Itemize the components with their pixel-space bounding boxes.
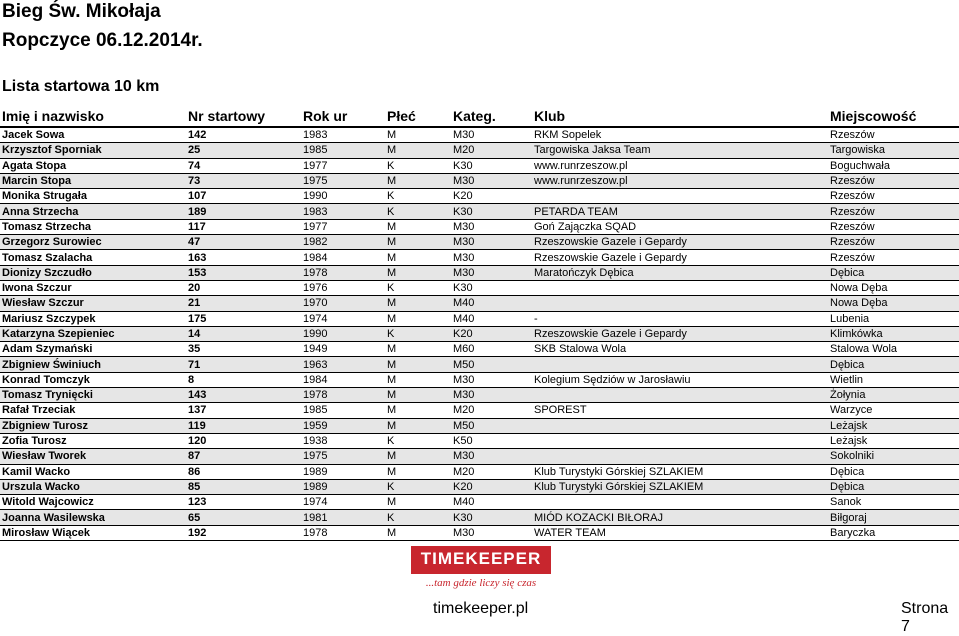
cell-bib: 14 — [186, 326, 301, 341]
cell-gender: M — [385, 128, 451, 143]
cell-city: Wietlin — [828, 372, 959, 387]
cell-name: Katarzyna Szepieniec — [0, 326, 186, 341]
cell-category: M50 — [451, 357, 532, 372]
cell-birth-year: 1983 — [301, 204, 385, 219]
cell-birth-year: 1985 — [301, 403, 385, 418]
cell-gender: M — [385, 143, 451, 158]
cell-birth-year: 1970 — [301, 296, 385, 311]
cell-city: Rzeszów — [828, 250, 959, 265]
cell-name: Tomasz Szalacha — [0, 250, 186, 265]
table-row — [0, 265, 959, 280]
cell-birth-year: 1978 — [301, 525, 385, 540]
cell-category: K30 — [451, 510, 532, 525]
cell-category: M30 — [451, 235, 532, 250]
cell-birth-year: 1978 — [301, 388, 385, 403]
cell-city: Nowa Dęba — [828, 296, 959, 311]
cell-city: Rzeszów — [828, 204, 959, 219]
cell-bib: 120 — [186, 433, 301, 448]
cell-name: Monika Strugała — [0, 189, 186, 204]
cell-birth-year: 1982 — [301, 235, 385, 250]
cell-bib: 87 — [186, 449, 301, 464]
cell-club: Klub Turystyki Górskiej SZLAKIEM — [532, 464, 828, 479]
cell-birth-year: 1990 — [301, 189, 385, 204]
table-row — [0, 235, 959, 250]
cell-gender: M — [385, 250, 451, 265]
cell-gender: M — [385, 296, 451, 311]
table-row — [0, 479, 959, 494]
cell-club — [532, 280, 828, 295]
cell-birth-year: 1949 — [301, 342, 385, 357]
cell-gender: M — [385, 173, 451, 188]
cell-gender: K — [385, 189, 451, 204]
cell-club: SKB Stalowa Wola — [532, 342, 828, 357]
cell-name: Agata Stopa — [0, 158, 186, 173]
cell-bib: 189 — [186, 204, 301, 219]
cell-birth-year: 1984 — [301, 372, 385, 387]
cell-bib: 153 — [186, 265, 301, 280]
cell-category: M40 — [451, 495, 532, 510]
cell-city: Rzeszów — [828, 219, 959, 234]
cell-bib: 65 — [186, 510, 301, 525]
cell-birth-year: 1985 — [301, 143, 385, 158]
cell-club: Targowiska Jaksa Team — [532, 143, 828, 158]
cell-category: M20 — [451, 464, 532, 479]
cell-name: Rafał Trzeciak — [0, 403, 186, 418]
cell-club: Rzeszowskie Gazele i Gepardy — [532, 326, 828, 341]
table-row — [0, 326, 959, 341]
cell-category: K20 — [451, 326, 532, 341]
cell-bib: 85 — [186, 479, 301, 494]
cell-name: Zbigniew Turosz — [0, 418, 186, 433]
cell-category: M30 — [451, 372, 532, 387]
table-row — [0, 433, 959, 448]
column-header-birth-year: Rok ur — [303, 108, 348, 124]
cell-city: Dębica — [828, 265, 959, 280]
footer-site: timekeeper.pl — [433, 600, 529, 617]
cell-bib: 47 — [186, 235, 301, 250]
cell-bib: 107 — [186, 189, 301, 204]
cell-birth-year: 1976 — [301, 280, 385, 295]
cell-club: www.runrzeszow.pl — [532, 158, 828, 173]
table-row — [0, 388, 959, 403]
table-row — [0, 204, 959, 219]
table-row — [0, 158, 959, 173]
cell-bib: 163 — [186, 250, 301, 265]
cell-bib: 8 — [186, 372, 301, 387]
cell-club: MIÓD KOZACKI BIŁORAJ — [532, 510, 828, 525]
cell-category: K30 — [451, 158, 532, 173]
cell-bib: 71 — [186, 357, 301, 372]
cell-bib: 143 — [186, 388, 301, 403]
cell-birth-year: 1978 — [301, 265, 385, 280]
cell-club: SPOREST — [532, 403, 828, 418]
cell-city: Dębica — [828, 464, 959, 479]
column-header-gender: Płeć — [387, 108, 416, 124]
cell-category: K20 — [451, 189, 532, 204]
cell-bib: 74 — [186, 158, 301, 173]
cell-city: Klimkówka — [828, 326, 959, 341]
column-header-club: Klub — [534, 108, 566, 124]
cell-category: K20 — [451, 479, 532, 494]
cell-birth-year: 1974 — [301, 311, 385, 326]
cell-city: Leżajsk — [828, 433, 959, 448]
cell-name: Tomasz Trynięcki — [0, 388, 186, 403]
cell-city: Boguchwała — [828, 158, 959, 173]
column-header-name: Imię i nazwisko — [2, 108, 104, 124]
cell-city: Warzyce — [828, 403, 959, 418]
cell-name: Urszula Wacko — [0, 479, 186, 494]
cell-category: M30 — [451, 525, 532, 540]
cell-club: www.runrzeszow.pl — [532, 173, 828, 188]
cell-birth-year: 1975 — [301, 173, 385, 188]
cell-category: M20 — [451, 143, 532, 158]
cell-club — [532, 495, 828, 510]
cell-bib: 117 — [186, 219, 301, 234]
cell-city: Nowa Dęba — [828, 280, 959, 295]
column-header-category: Kateg. — [453, 108, 496, 124]
table-row — [0, 449, 959, 464]
cell-bib: 86 — [186, 464, 301, 479]
cell-birth-year: 1989 — [301, 479, 385, 494]
cell-city: Stalowa Wola — [828, 342, 959, 357]
cell-name: Krzysztof Sporniak — [0, 143, 186, 158]
table-row — [0, 495, 959, 510]
cell-category: M30 — [451, 219, 532, 234]
cell-city: Lubenia — [828, 311, 959, 326]
cell-city: Rzeszów — [828, 173, 959, 188]
table-row — [0, 510, 959, 525]
cell-category: M40 — [451, 296, 532, 311]
cell-club — [532, 189, 828, 204]
cell-category: M30 — [451, 388, 532, 403]
cell-name: Witold Wajcowicz — [0, 495, 186, 510]
cell-name: Grzegorz Surowiec — [0, 235, 186, 250]
cell-birth-year: 1963 — [301, 357, 385, 372]
cell-bib: 21 — [186, 296, 301, 311]
table-row — [0, 189, 959, 204]
cell-birth-year: 1975 — [301, 449, 385, 464]
cell-club: Maratończyk Dębica — [532, 265, 828, 280]
cell-city: Rzeszów — [828, 128, 959, 143]
cell-birth-year: 1977 — [301, 219, 385, 234]
cell-birth-year: 1974 — [301, 495, 385, 510]
cell-category: M30 — [451, 250, 532, 265]
cell-birth-year: 1984 — [301, 250, 385, 265]
cell-gender: M — [385, 525, 451, 540]
cell-name: Zbigniew Świniuch — [0, 357, 186, 372]
cell-name: Wiesław Szczur — [0, 296, 186, 311]
table-row — [0, 296, 959, 311]
cell-gender: M — [385, 311, 451, 326]
table-row — [0, 250, 959, 265]
cell-bib: 35 — [186, 342, 301, 357]
cell-club — [532, 296, 828, 311]
cell-bib: 175 — [186, 311, 301, 326]
table-header — [0, 108, 959, 128]
start-list-table — [0, 128, 959, 541]
cell-club: Klub Turystyki Górskiej SZLAKIEM — [532, 479, 828, 494]
cell-club — [532, 418, 828, 433]
cell-bib: 25 — [186, 143, 301, 158]
cell-bib: 137 — [186, 403, 301, 418]
cell-name: Zofia Turosz — [0, 433, 186, 448]
cell-birth-year: 1938 — [301, 433, 385, 448]
cell-birth-year: 1977 — [301, 158, 385, 173]
cell-category: M30 — [451, 128, 532, 143]
cell-gender: K — [385, 158, 451, 173]
cell-club: Goń Zajączka SQAD — [532, 219, 828, 234]
cell-name: Konrad Tomczyk — [0, 372, 186, 387]
table-row — [0, 311, 959, 326]
cell-city: Biłgoraj — [828, 510, 959, 525]
cell-name: Jacek Sowa — [0, 128, 186, 143]
cell-name: Anna Strzecha — [0, 204, 186, 219]
cell-city: Żołynia — [828, 388, 959, 403]
cell-gender: M — [385, 464, 451, 479]
cell-club: WATER TEAM — [532, 525, 828, 540]
cell-gender: K — [385, 479, 451, 494]
cell-name: Tomasz Strzecha — [0, 219, 186, 234]
cell-name: Joanna Wasilewska — [0, 510, 186, 525]
cell-club: RKM Sopelek — [532, 128, 828, 143]
cell-birth-year: 1959 — [301, 418, 385, 433]
cell-birth-year: 1983 — [301, 128, 385, 143]
timekeeper-logo — [411, 546, 551, 592]
cell-category: M60 — [451, 342, 532, 357]
logo-name: TIMEKEEPER — [420, 549, 542, 568]
table-row — [0, 357, 959, 372]
cell-city: Rzeszów — [828, 189, 959, 204]
cell-city: Leżajsk — [828, 418, 959, 433]
cell-city: Dębica — [828, 357, 959, 372]
table-row — [0, 280, 959, 295]
cell-category: K50 — [451, 433, 532, 448]
cell-gender: M — [385, 372, 451, 387]
cell-gender: M — [385, 265, 451, 280]
table-row — [0, 128, 959, 143]
cell-bib: 142 — [186, 128, 301, 143]
table-row — [0, 403, 959, 418]
cell-name: Mirosław Wiącek — [0, 525, 186, 540]
cell-club — [532, 357, 828, 372]
cell-city: Sokolniki — [828, 449, 959, 464]
table-row — [0, 525, 959, 540]
cell-club: Kolegium Sędziów w Jarosławiu — [532, 372, 828, 387]
cell-gender: K — [385, 433, 451, 448]
cell-club — [532, 449, 828, 464]
cell-bib: 20 — [186, 280, 301, 295]
cell-name: Adam Szymański — [0, 342, 186, 357]
cell-category: K30 — [451, 204, 532, 219]
table-row — [0, 372, 959, 387]
cell-club: - — [532, 311, 828, 326]
cell-name: Mariusz Szczypek — [0, 311, 186, 326]
cell-name: Marcin Stopa — [0, 173, 186, 188]
document-title: Bieg Św. Mikołaja — [2, 1, 161, 22]
table-row — [0, 173, 959, 188]
cell-name: Kamil Wacko — [0, 464, 186, 479]
list-title: Lista startowa 10 km — [2, 78, 160, 95]
cell-club — [532, 433, 828, 448]
cell-name: Iwona Szczur — [0, 280, 186, 295]
cell-name: Wiesław Tworek — [0, 449, 186, 464]
document-subtitle-date: Ropczyce 06.12.2014r. — [2, 30, 203, 51]
cell-category: M20 — [451, 403, 532, 418]
cell-category: M30 — [451, 449, 532, 464]
cell-city: Rzeszów — [828, 235, 959, 250]
logo-banner — [411, 546, 551, 574]
cell-category: M40 — [451, 311, 532, 326]
cell-city: Sanok — [828, 495, 959, 510]
table-row — [0, 143, 959, 158]
cell-gender: M — [385, 219, 451, 234]
logo-slogan: ...tam gdzie liczy się czas — [425, 577, 537, 589]
cell-gender: K — [385, 204, 451, 219]
cell-bib: 73 — [186, 173, 301, 188]
cell-city: Targowiska — [828, 143, 959, 158]
cell-gender: K — [385, 280, 451, 295]
cell-gender: M — [385, 449, 451, 464]
cell-club — [532, 388, 828, 403]
cell-gender: M — [385, 235, 451, 250]
cell-gender: M — [385, 388, 451, 403]
cell-gender: M — [385, 403, 451, 418]
table-row — [0, 464, 959, 479]
cell-city: Dębica — [828, 479, 959, 494]
table-row — [0, 418, 959, 433]
cell-city: Baryczka — [828, 525, 959, 540]
cell-gender: K — [385, 326, 451, 341]
cell-club: Rzeszowskie Gazele i Gepardy — [532, 235, 828, 250]
cell-category: M30 — [451, 265, 532, 280]
cell-category: M50 — [451, 418, 532, 433]
cell-category: M30 — [451, 173, 532, 188]
cell-birth-year: 1981 — [301, 510, 385, 525]
cell-birth-year: 1989 — [301, 464, 385, 479]
cell-gender: M — [385, 418, 451, 433]
column-header-city: Miejscowość — [830, 108, 917, 124]
cell-gender: M — [385, 495, 451, 510]
cell-birth-year: 1990 — [301, 326, 385, 341]
cell-category: K30 — [451, 280, 532, 295]
column-header-bib: Nr startowy — [188, 108, 266, 124]
cell-bib: 192 — [186, 525, 301, 540]
cell-bib: 123 — [186, 495, 301, 510]
cell-gender: M — [385, 357, 451, 372]
footer-page-number: Strona 7 — [901, 600, 949, 635]
cell-club: Rzeszowskie Gazele i Gepardy — [532, 250, 828, 265]
cell-bib: 119 — [186, 418, 301, 433]
table-row — [0, 219, 959, 234]
cell-gender: K — [385, 510, 451, 525]
cell-club: PETARDA TEAM — [532, 204, 828, 219]
cell-gender: M — [385, 342, 451, 357]
cell-name: Dionizy Szczudło — [0, 265, 186, 280]
table-row — [0, 342, 959, 357]
